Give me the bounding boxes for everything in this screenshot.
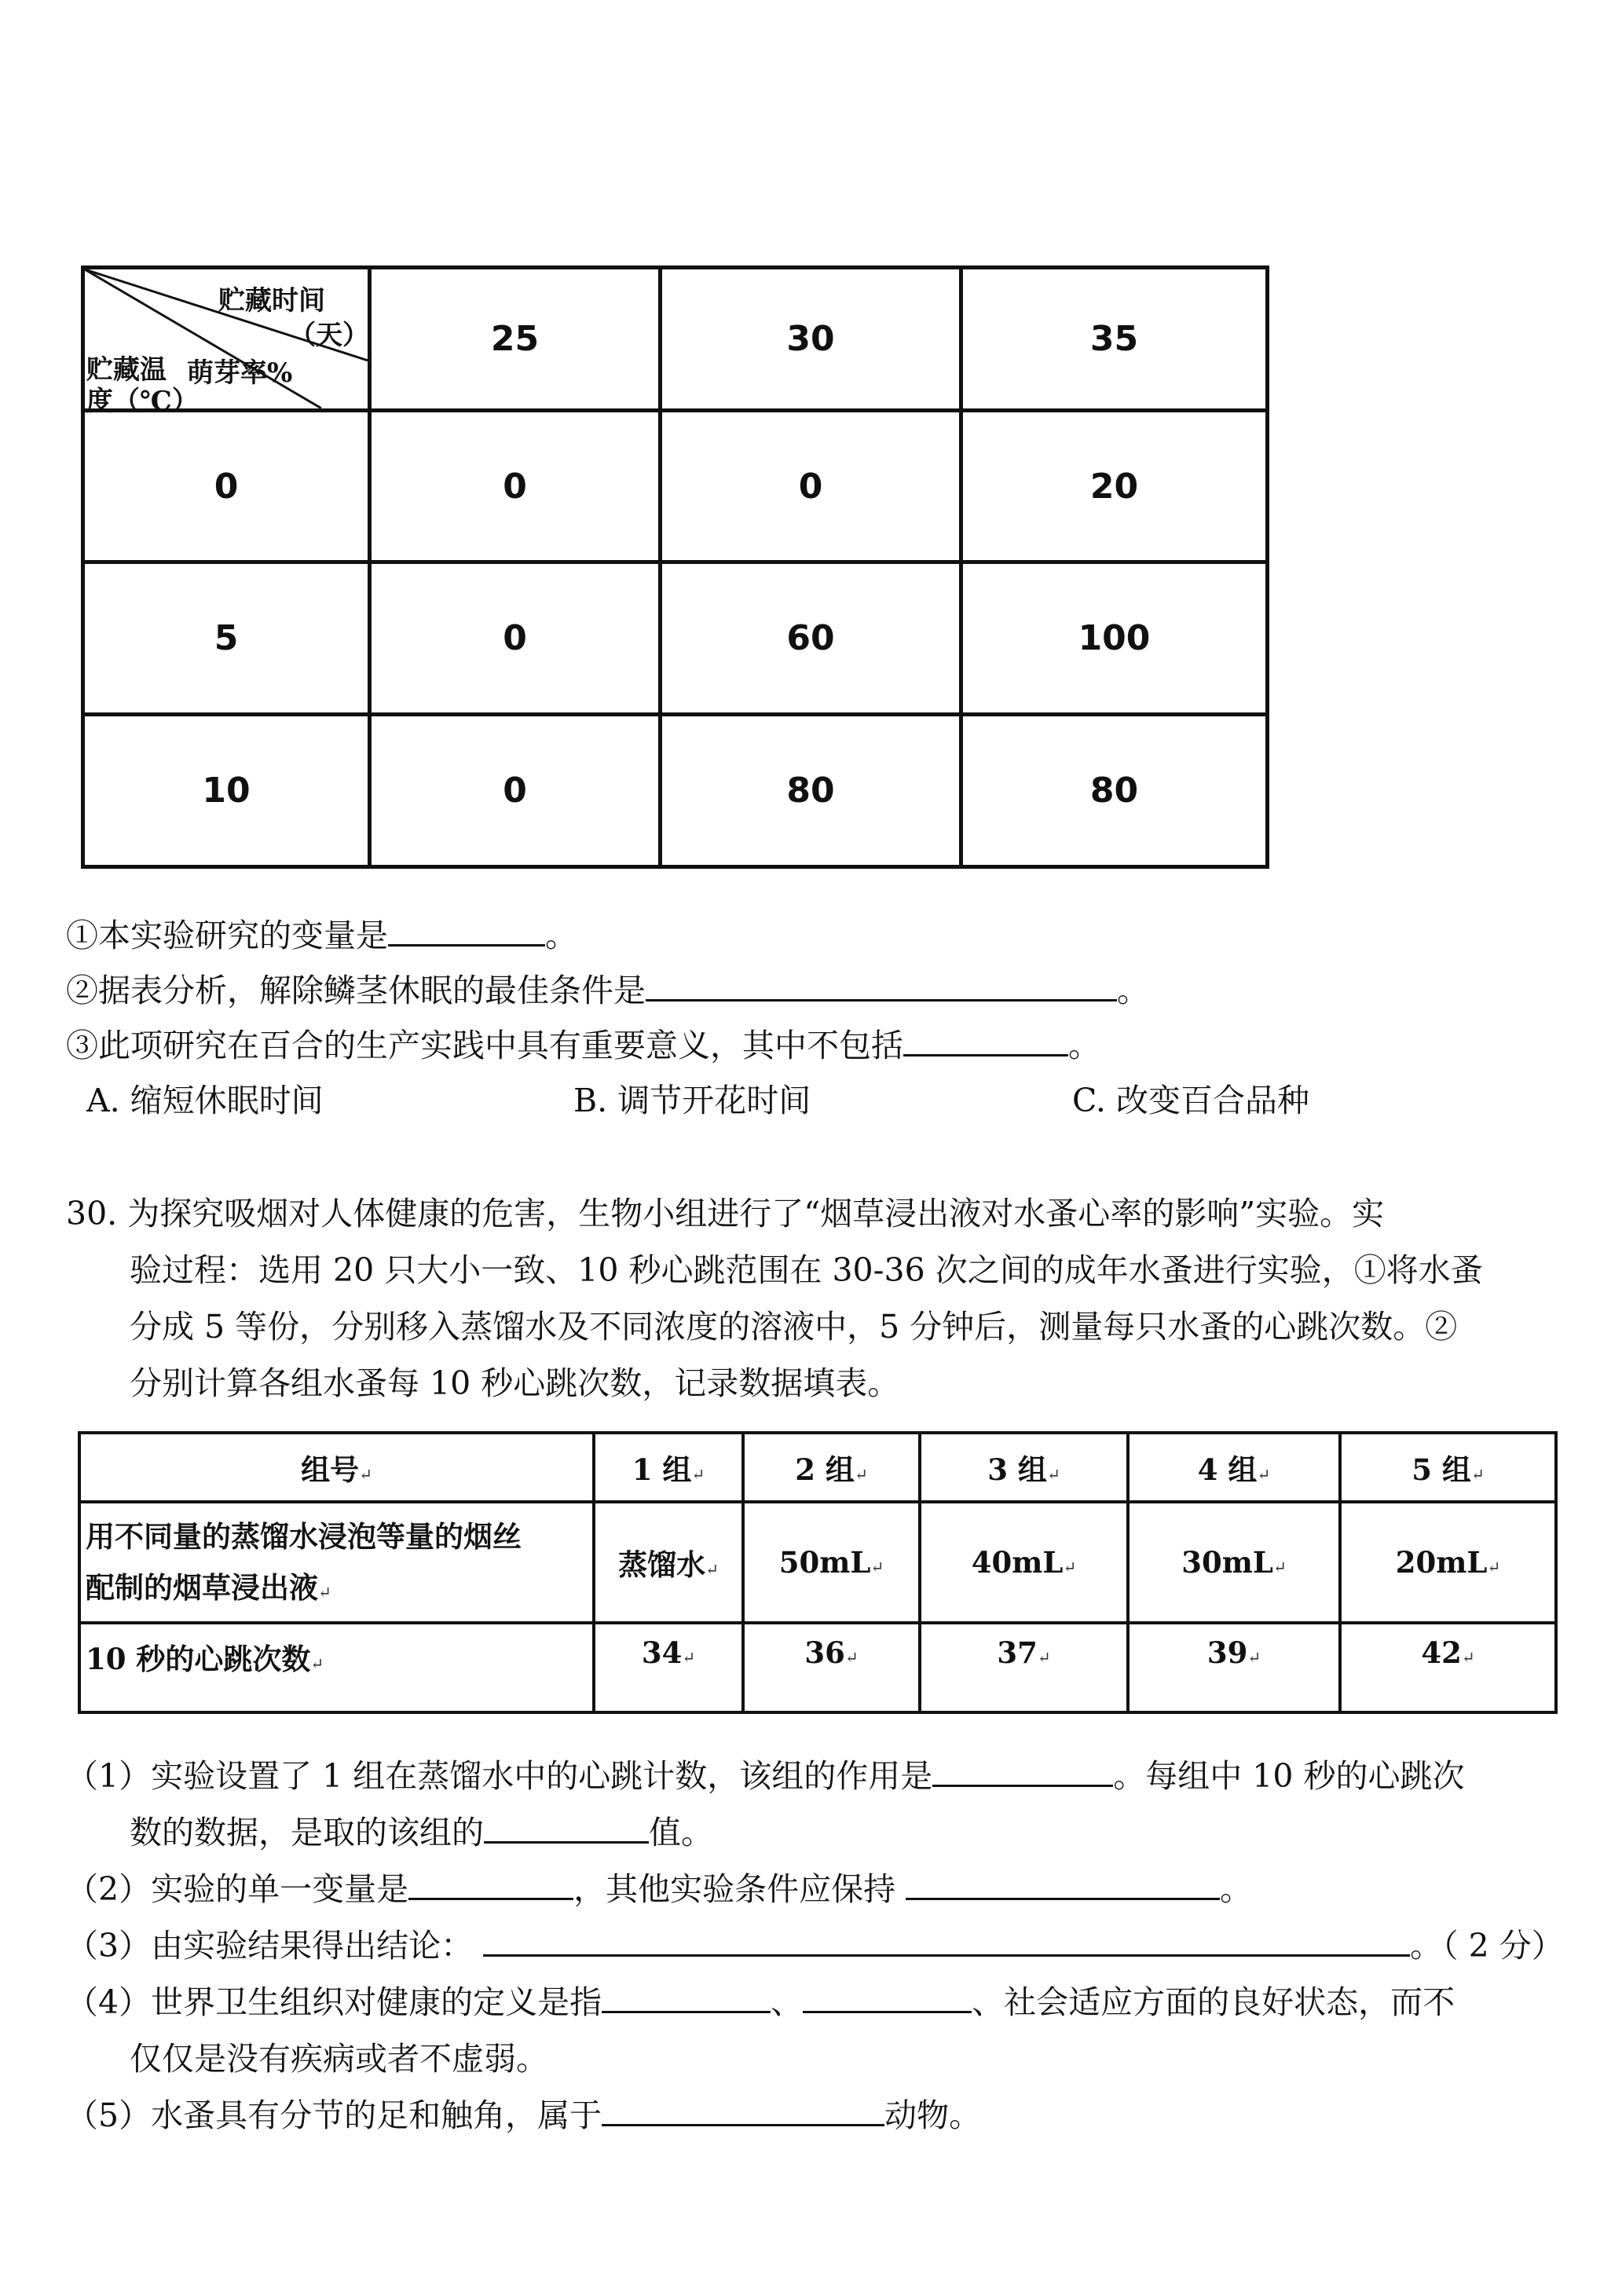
column-header: 35 bbox=[961, 268, 1268, 411]
paragraph-mark: ↵ bbox=[854, 1465, 868, 1484]
table-cell: 80 bbox=[961, 715, 1268, 867]
group-header bbox=[594, 1433, 743, 1502]
paragraph-mark: ↵ bbox=[1257, 1465, 1271, 1484]
paragraph-mark: ↵ bbox=[691, 1465, 705, 1484]
table-row bbox=[83, 562, 1268, 715]
paragraph-mark: ↵ bbox=[1046, 1465, 1060, 1484]
row-temp: 0 bbox=[83, 410, 370, 562]
cell-text: 2 组 bbox=[795, 1452, 855, 1487]
header-unit-days: （天） bbox=[289, 320, 369, 351]
cell-text: 蒸馏水 bbox=[618, 1547, 706, 1582]
header-temp-2: 度（℃） bbox=[86, 386, 199, 417]
row-temp: 5 bbox=[83, 562, 370, 715]
diagonal-header-cell bbox=[83, 268, 370, 417]
column-header: 25 bbox=[370, 268, 661, 411]
storage-sprouting-table bbox=[81, 265, 1269, 869]
paragraph-mark: ↵ bbox=[1487, 1558, 1501, 1576]
sub-question-2 bbox=[66, 1863, 1252, 1910]
table-row bbox=[83, 410, 1268, 562]
question-text: ①本实验研究的变量是 bbox=[66, 917, 388, 954]
question-text: ③此项研究在百合的生产实践中具有重要意义，其中不包括 bbox=[66, 1027, 903, 1064]
cell-text: 34 bbox=[641, 1635, 683, 1670]
question-text: 、社会适应方面的良好状态，而不 bbox=[972, 1983, 1455, 2021]
option-c: C. 改变百合品种 bbox=[1072, 1082, 1309, 1119]
option-a: A. 缩短休眠时间 bbox=[86, 1082, 324, 1119]
table-cell bbox=[743, 1502, 920, 1623]
table-cell bbox=[594, 1502, 743, 1623]
answer-blank[interactable] bbox=[602, 1983, 771, 2013]
table-cell bbox=[743, 1623, 920, 1712]
question-text: 。 bbox=[545, 917, 577, 954]
sub-question-4-cont: 仅仅是没有疾病或者不虚弱。 bbox=[130, 2040, 548, 2078]
cell-text: 20mL bbox=[1395, 1545, 1488, 1580]
table-cell: 0 bbox=[370, 715, 661, 867]
paragraph-mark: ↵ bbox=[705, 1560, 719, 1579]
cell-text: 配制的烟草浸出液 bbox=[86, 1570, 318, 1605]
paragraph-mark: ↵ bbox=[1063, 1558, 1077, 1576]
cell-text: 用不同量的蒸馏水浸泡等量的烟丝 bbox=[86, 1519, 522, 1554]
cell-text: 组号 bbox=[301, 1452, 360, 1487]
table-row bbox=[79, 1502, 1556, 1623]
question-text: 动物。 bbox=[884, 2096, 982, 2134]
table-cell bbox=[920, 1502, 1128, 1623]
paragraph-mark: ↵ bbox=[844, 1648, 859, 1667]
table-row bbox=[79, 1623, 1556, 1712]
question-text: 。（ 2 分） bbox=[1410, 1927, 1564, 1965]
answer-blank[interactable] bbox=[602, 2096, 884, 2126]
paragraph-mark: ↵ bbox=[682, 1648, 696, 1667]
table-cell: 0 bbox=[370, 562, 661, 715]
table-cell: 80 bbox=[661, 715, 961, 867]
column-header: 30 bbox=[661, 268, 961, 411]
answer-blank[interactable] bbox=[483, 1926, 1410, 1957]
table-cell bbox=[1340, 1623, 1556, 1712]
question-text: 。 bbox=[1220, 1870, 1253, 1908]
question-text: ，其他实验条件应保持 bbox=[573, 1870, 896, 1908]
row-label-heart-rate bbox=[79, 1623, 594, 1712]
paragraph-mark: ↵ bbox=[1470, 1465, 1485, 1484]
group-header bbox=[743, 1433, 920, 1502]
option-b: B. 调节开花时间 bbox=[573, 1082, 811, 1119]
cell-text: 5 组 bbox=[1411, 1452, 1471, 1487]
q30-line-3: 分成 5 等份，分别移入蒸馏水及不同浓度的溶液中，5 分钟后，测量每只水蚤的心跳次数。② bbox=[130, 1308, 1458, 1346]
sub-question-1-cont bbox=[130, 1807, 713, 1853]
paragraph-mark: ↵ bbox=[310, 1654, 324, 1673]
row-label-solution bbox=[79, 1502, 594, 1623]
q30-line-4: 分别计算各组水蚤每 10 秒心跳次数，记录数据填表。 bbox=[130, 1364, 900, 1402]
sub-question-1 bbox=[66, 1750, 1464, 1796]
paragraph-mark: ↵ bbox=[1037, 1648, 1051, 1667]
cell-text: 37 bbox=[997, 1635, 1038, 1670]
q30-line-2: 验过程：选用 20 只大小一致、10 秒心跳范围在 30-36 次之间的成年水蚤进行实验，①将水蚤 bbox=[130, 1251, 1483, 1289]
q29-question-1 bbox=[66, 910, 577, 956]
cell-text: 4 组 bbox=[1197, 1452, 1258, 1487]
cell-text: 39 bbox=[1206, 1635, 1248, 1670]
paragraph-mark: ↵ bbox=[1247, 1648, 1261, 1667]
q29-question-2 bbox=[66, 965, 1149, 1011]
table-cell: 0 bbox=[661, 410, 961, 562]
table-cell bbox=[1128, 1623, 1340, 1712]
cell-text: 50mL bbox=[778, 1545, 871, 1580]
question-text: 。 bbox=[1117, 972, 1149, 1009]
paragraph-mark: ↵ bbox=[1461, 1648, 1475, 1667]
table-cell: 60 bbox=[661, 562, 961, 715]
paragraph-mark: ↵ bbox=[359, 1465, 372, 1484]
q30-line-1: 30. 为探究吸烟对人体健康的危害，生物小组进行了“烟草浸出液对水蚤心率的影响”实验。实 bbox=[66, 1195, 1385, 1232]
question-text: （4）世界卫生组织对健康的定义是指 bbox=[66, 1983, 602, 2021]
sub-question-4 bbox=[66, 1976, 1455, 2023]
cell-text: 10 秒的心跳次数 bbox=[86, 1642, 311, 1676]
sub-question-5 bbox=[66, 2089, 981, 2136]
table-cell bbox=[920, 1623, 1128, 1712]
question-text: 。 bbox=[1068, 1027, 1100, 1064]
table-cell: 100 bbox=[961, 562, 1268, 715]
table-row bbox=[79, 1433, 1556, 1502]
question-text: 、 bbox=[771, 1983, 804, 2021]
table-cell: 0 bbox=[370, 410, 661, 562]
question-text: 。每组中 10 秒的心跳次 bbox=[1113, 1757, 1465, 1795]
table-cell: 20 bbox=[961, 410, 1268, 562]
question-text: ②据表分析，解除鳞茎休眠的最佳条件是 bbox=[66, 972, 646, 1009]
cell-text: 3 组 bbox=[987, 1452, 1047, 1487]
answer-blank[interactable] bbox=[408, 1869, 573, 1900]
table-cell bbox=[594, 1623, 743, 1712]
cell-text: 30mL bbox=[1181, 1545, 1273, 1580]
group-header bbox=[920, 1433, 1128, 1502]
sub-question-3 bbox=[66, 1920, 1564, 1966]
q29-question-3 bbox=[66, 1020, 1100, 1066]
water-flea-heart-rate-table bbox=[78, 1431, 1558, 1714]
question-text: 值。 bbox=[649, 1814, 713, 1851]
answer-blank[interactable] bbox=[646, 971, 1117, 1002]
header-temp-1: 贮藏温 bbox=[86, 354, 167, 386]
question-text: （2）实验的单一变量是 bbox=[66, 1870, 409, 1908]
answer-blank[interactable] bbox=[803, 1983, 972, 2013]
paragraph-mark: ↵ bbox=[1272, 1558, 1287, 1576]
group-label-header bbox=[79, 1433, 594, 1502]
question-text: 数的数据，是取的该组的 bbox=[130, 1814, 484, 1851]
paragraph-mark: ↵ bbox=[318, 1583, 331, 1602]
question-text: （5）水蚤具有分节的足和触角，属于 bbox=[66, 2096, 602, 2134]
question-text: （3）由实验结果得出结论： bbox=[66, 1927, 474, 1965]
answer-blank[interactable] bbox=[932, 1756, 1113, 1787]
answer-blank[interactable] bbox=[484, 1813, 649, 1844]
answer-blank[interactable] bbox=[906, 1869, 1220, 1900]
table-row bbox=[83, 268, 1268, 411]
header-storage-time: 贮藏时间 bbox=[218, 285, 325, 317]
answer-blank[interactable] bbox=[388, 916, 545, 947]
row-temp: 10 bbox=[83, 715, 370, 867]
table-cell bbox=[1340, 1502, 1556, 1623]
question-text: （1）实验设置了 1 组在蒸馏水中的心跳计数，该组的作用是 bbox=[66, 1757, 933, 1795]
paragraph-mark: ↵ bbox=[870, 1558, 884, 1576]
cell-text: 36 bbox=[804, 1635, 845, 1670]
table-row bbox=[83, 715, 1268, 867]
cell-text: 1 组 bbox=[632, 1452, 692, 1487]
cell-text: 40mL bbox=[971, 1545, 1064, 1580]
header-sprouting-rate: 萌芽率% bbox=[187, 357, 293, 389]
cell-text: 42 bbox=[1421, 1635, 1462, 1670]
group-header bbox=[1128, 1433, 1340, 1502]
group-header bbox=[1340, 1433, 1556, 1502]
table-cell bbox=[1128, 1502, 1340, 1623]
answer-blank[interactable] bbox=[903, 1026, 1068, 1056]
